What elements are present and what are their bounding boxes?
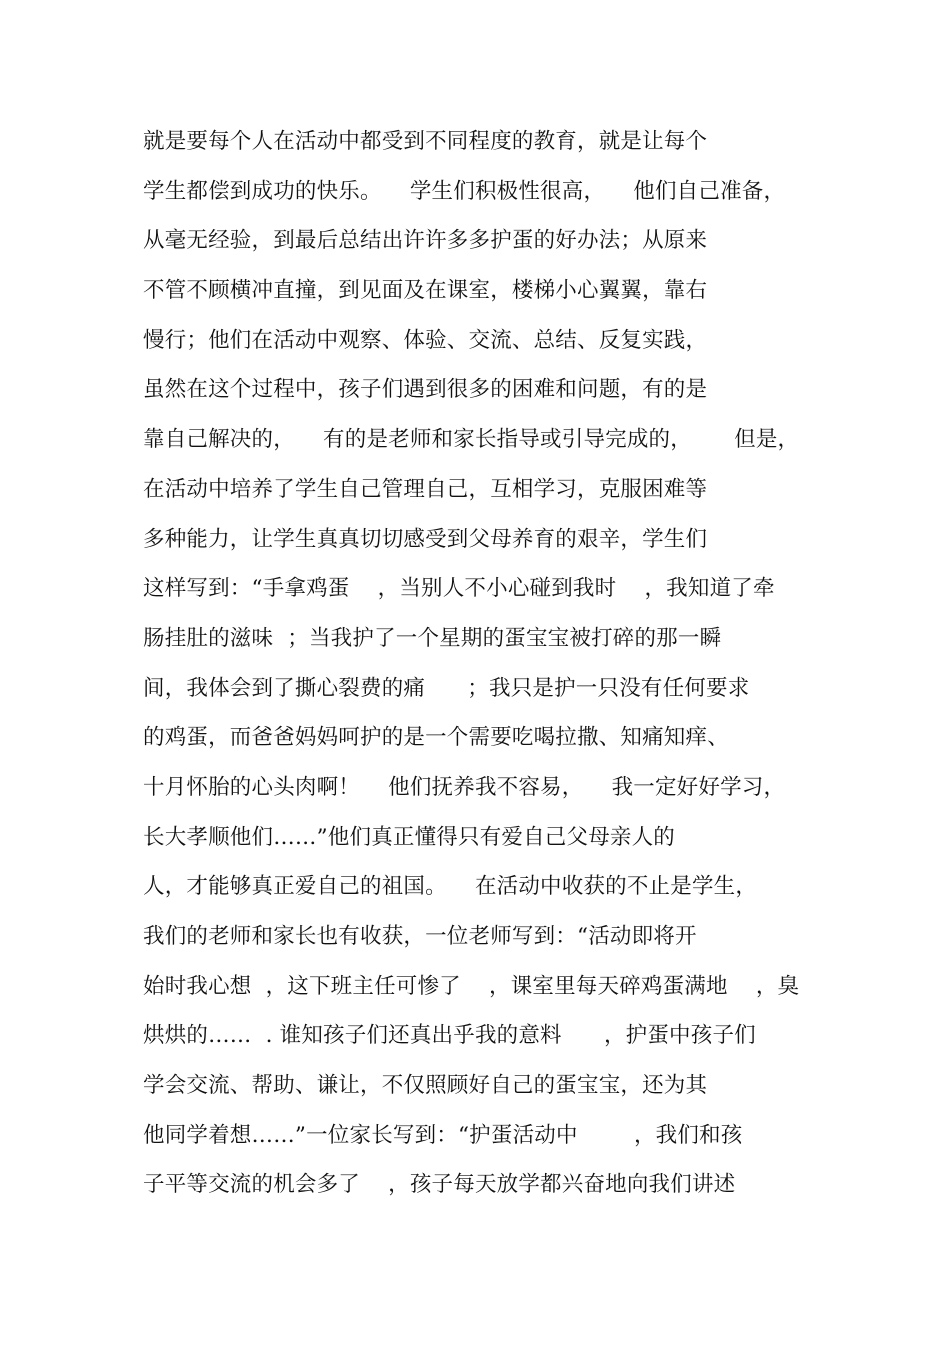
text-line: 虽然在这个过程中，孩子们遇到很多的困难和问题，有的是 bbox=[143, 377, 708, 403]
text-line: 烘烘的…… . 谁知孩子们还真出乎我的意料 ，护蛋中孩子们 bbox=[143, 1023, 756, 1049]
text-line: 我们的老师和家长也有收获，一位老师写到：“活动即将开 bbox=[143, 924, 697, 949]
text-line: 学会交流、帮助、谦让，不仅照顾好自己的蛋宝宝，还为其 bbox=[143, 1073, 708, 1099]
text-line: 多种能力，让学生真真切切感受到父母养育的艰辛，学生们 bbox=[143, 526, 708, 552]
text-line: 就是要每个人在活动中都受到不同程度的教育，就是让每个 bbox=[143, 129, 708, 154]
text-line: 长大孝顺他们……”他们真正懂得只有爱自己父母亲人的 bbox=[143, 824, 675, 850]
text-line: 肠挂肚的滋味 ；当我护了一个星期的蛋宝宝被打碎的那一瞬 bbox=[143, 625, 722, 651]
text-line: 靠自己解决的， 有的是老师和家长指导或引导完成的， 但是， bbox=[143, 427, 800, 453]
text-line: 间，我体会到了撕心裂费的痛 ；我只是护一只没有任何要求 bbox=[143, 675, 750, 701]
body-text bbox=[143, 124, 823, 1217]
text-line: 在活动中培养了学生自己管理自己，互相学习，克服困难等 bbox=[143, 476, 708, 502]
text-line: 人，才能够真正爱自己的祖国。 在活动中收获的不止是学生， bbox=[143, 874, 758, 900]
text-line: 始时我心想 ，这下班主任可惨了 ，课室里每天碎鸡蛋满地 ，臭 bbox=[143, 973, 800, 999]
text-line: 他同学着想……”一位家长写到：“护蛋活动中 ，我们和孩 bbox=[143, 1122, 743, 1148]
text-line: 的鸡蛋，而爸爸妈妈呵护的是一个需要吃喝拉撒、知痛知痒、 bbox=[143, 725, 729, 751]
text-line: 子平等交流的机会多了 ，孩子每天放学都兴奋地向我们讲述 bbox=[143, 1172, 736, 1198]
text-line: 从毫无经验，到最后总结出许许多多护蛋的好办法；从原来 bbox=[143, 228, 708, 254]
text-line: 学生都偿到成功的快乐。 学生们积极性很高， 他们自己准备， bbox=[143, 178, 786, 204]
text-line: 慢行；他们在活动中观察、体验、交流、总结、反复实践， bbox=[143, 327, 708, 353]
text-line: 不管不顾横冲直撞，到见面及在课室，楼梯小心翼翼，靠右 bbox=[143, 278, 708, 304]
text-line: 这样写到：“手拿鸡蛋 ，当别人不小心碰到我时 ，我知道了牵 bbox=[143, 576, 775, 602]
text-line: 十月怀胎的心头肉啊！ 他们抚养我不容易， 我一定好好学习， bbox=[143, 774, 786, 800]
